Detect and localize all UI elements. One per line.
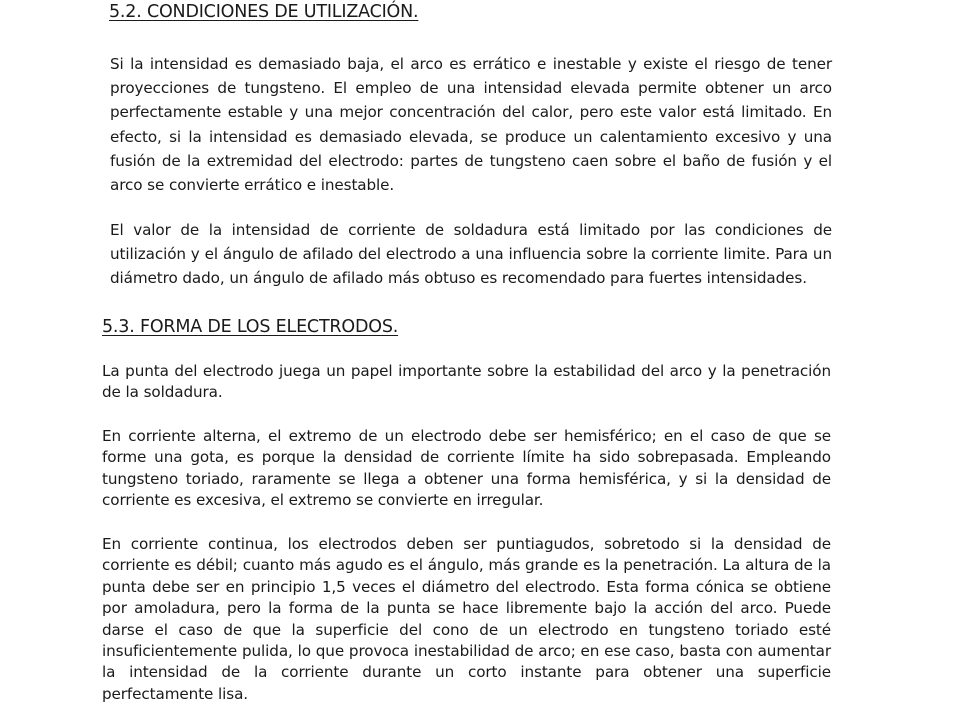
- paragraph: El valor de la intensidad de corriente de soldadura está limitado por las condiciones de utilización y el ángulo de afilado del electrodo a una influencia sobre la corriente limite. Para un diámetro dado, un ángulo de afilado más obtuso es recomendado para fuertes intensidades.: [110, 221, 832, 288]
- section-heading-5-2: 5.2. CONDICIONES DE UTILIZACIÓN.: [109, 2, 419, 22]
- paragraph: Si la intensidad es demasiado baja, el arco es errático e inestable y existe el riesgo de tener proyecciones de tungsteno. El empleo de una intensidad elevada permite obtener un arco perfectamente estable y una mejor concentración del calor, pero este valor está limitado. En efecto, si la intensidad es demasiado elevada, se produce un calentamiento excesivo y una fusión de la extremidad del electrodo: partes de tungsteno caen sobre el baño de fusión y el arco se convierte errático e inestable.: [110, 55, 832, 195]
- section-heading-5-3: 5.3. FORMA DE LOS ELECTRODOS.: [102, 317, 399, 337]
- paragraph: La punta del electrodo juega un papel importante sobre la estabilidad del arco y la penetración de la soldadura.: [102, 362, 831, 402]
- paragraph: En corriente continua, los electrodos deben ser puntiagudos, sobretodo si la densidad de corriente es débil; cuanto más agudo es el ángulo, más grande es la penetración. La altura de la punta debe ser en principio 1,5 veces el diámetro del electrodo. Esta forma cónica se obtiene por amoladura, pero la forma de la punta se hace libremente bajo la acción del arco. Puede darse el caso de que la superficie del cono de un electrodo en tungsteno toriado esté insuficientemente pulida, lo que provoca inestabilidad de arco; en ese caso, basta con aumentar la intensidad de la corriente durante un corto instante para obtener una superficie perfectamente lisa.: [102, 535, 831, 703]
- paragraph: En corriente alterna, el extremo de un electrodo debe ser hemisférico; en el caso de que se forme una gota, es porque la densidad de corriente límite ha sido sobrepasada. Empleando tungsteno toriado, raramente se llega a obtener una forma hemisférica, y si la densidad de corriente es excesiva, el extremo se convierte en irregular.: [102, 427, 831, 510]
